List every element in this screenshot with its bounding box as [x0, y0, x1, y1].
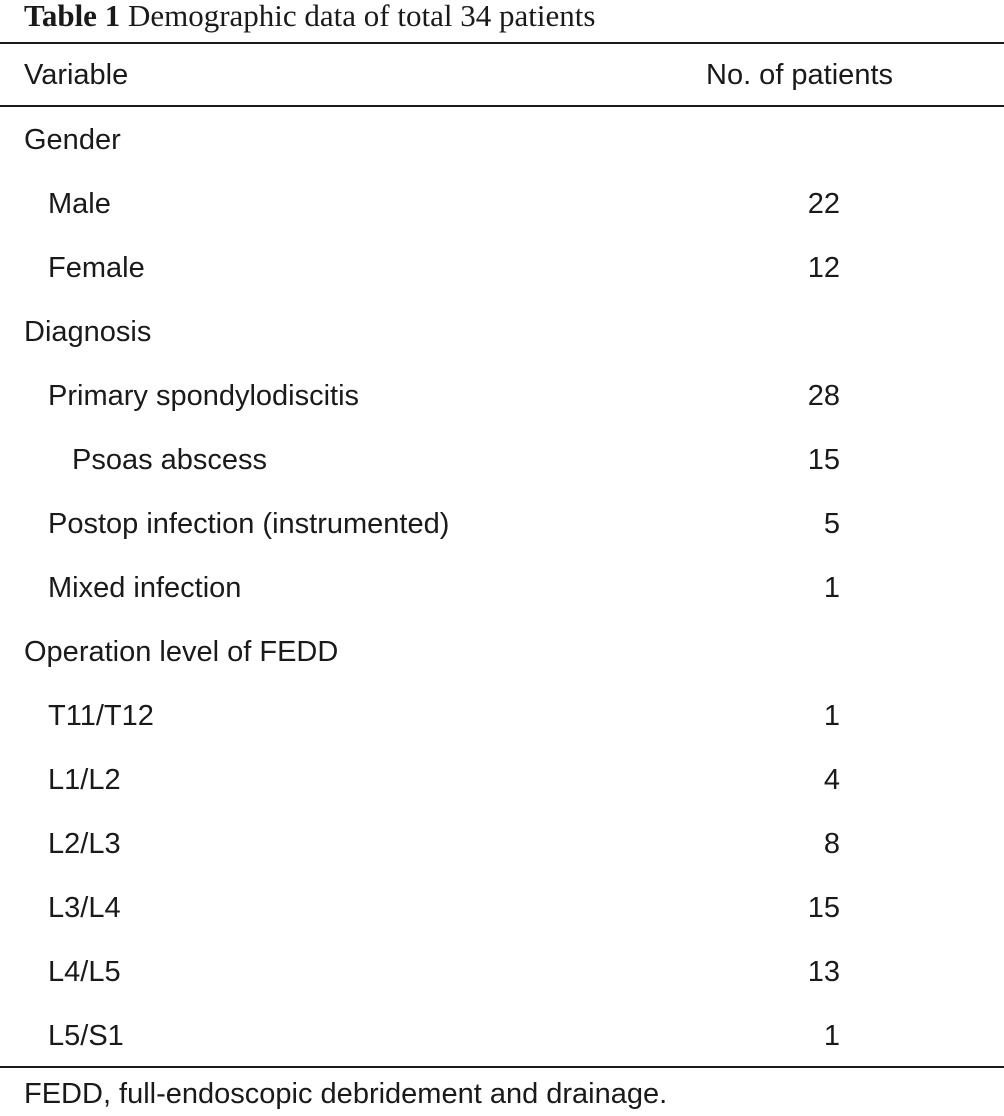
row-count: 1 — [823, 1020, 840, 1052]
row-count: 4 — [823, 764, 840, 796]
row-count: 22 — [807, 188, 840, 220]
row-count: 15 — [807, 892, 840, 924]
table-row — [0, 748, 1004, 812]
table-group-row — [0, 108, 1004, 172]
header-variable: Variable — [24, 59, 129, 91]
row-label: T11/T12 — [48, 700, 154, 732]
row-label: L5/S1 — [48, 1020, 124, 1052]
row-count: 8 — [823, 828, 840, 860]
header-rule — [0, 105, 1004, 107]
row-label: Psoas abscess — [72, 444, 268, 476]
row-count: 15 — [807, 444, 840, 476]
table-row — [0, 428, 1004, 492]
row-label: Primary spondylodiscitis — [48, 380, 360, 412]
table-row — [0, 556, 1004, 620]
header-count: No. of patients — [706, 59, 893, 91]
table-row — [0, 172, 1004, 236]
row-count: 1 — [823, 700, 840, 732]
row-label: Mixed infection — [48, 572, 242, 604]
bottom-rule — [0, 1066, 1004, 1068]
table-row — [0, 364, 1004, 428]
table-row — [0, 236, 1004, 300]
row-count: 12 — [807, 252, 840, 284]
row-count: 28 — [807, 380, 840, 412]
table-group-row — [0, 300, 1004, 364]
table-row — [0, 1004, 1004, 1068]
row-count: 1 — [823, 572, 840, 604]
table-group-row — [0, 620, 1004, 684]
table-number: Table 1 — [24, 0, 121, 33]
table-row — [0, 684, 1004, 748]
row-count: 13 — [807, 956, 840, 988]
row-label: Gender — [24, 124, 121, 156]
row-label: Female — [48, 252, 145, 284]
row-label: Male — [48, 188, 111, 220]
row-label: L1/L2 — [48, 764, 121, 796]
row-label: Postop infection (instrumented) — [48, 508, 450, 540]
table-caption — [24, 0, 595, 36]
table-row — [0, 940, 1004, 1004]
row-label: L2/L3 — [48, 828, 121, 860]
table-footnote: FEDD, full-endoscopic debridement and drainage. — [24, 1078, 668, 1110]
table-title: Demographic data of total 34 patients — [127, 0, 596, 33]
table-row — [0, 812, 1004, 876]
row-label: Diagnosis — [24, 316, 152, 348]
row-label: L3/L4 — [48, 892, 121, 924]
table-header — [0, 44, 1004, 106]
row-count: 5 — [823, 508, 840, 540]
row-label: Operation level of FEDD — [24, 636, 339, 668]
table-row — [0, 492, 1004, 556]
row-label: L4/L5 — [48, 956, 121, 988]
table-row — [0, 876, 1004, 940]
